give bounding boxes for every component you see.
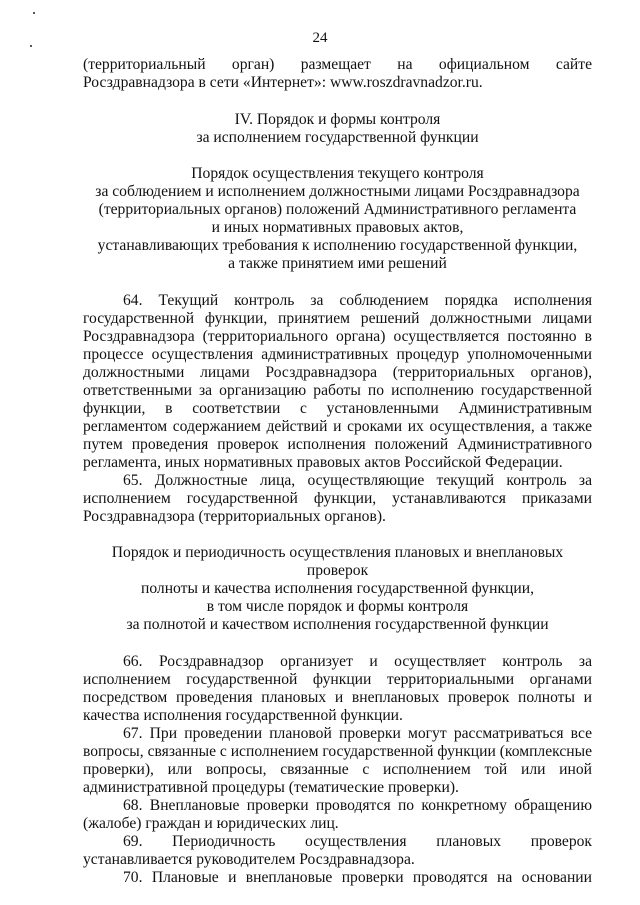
- document-body: [83, 56, 592, 887]
- section-heading-line: IV. Порядок и формы контроля: [234, 111, 441, 128]
- subheading-line: за соблюдением и исполнением должностными лицами Росздравнадзора: [95, 183, 580, 200]
- subheading-line: и иных нормативных правовых актов,: [211, 219, 464, 236]
- subheading-line: (территориальных органов) положений Административного регламента: [98, 201, 577, 218]
- paragraph-64: 64. Текущий контроль за соблюдением порядка исполнения государственной функции, принятием решений должностными лицами Росздравнадзора (территориального органа) осуществляется постоянно в процессе осуществления административных процедур уполномоченными должностными лицами Росздравнадзора (территориальных органов), ответственными за организацию работы по исполнению государственной функции, в соответствии с установленными Административным регламентом содержанием действий и сроками их осуществления, а также путем проведения проверок исполнения положений Административного регламента, иных нормативных правовых актов Российской Федерации.: [83, 292, 592, 471]
- paragraph-66: 66. Росздравнадзор организует и осуществляет контроль за исполнением государственной функции территориальными органами посредством проведения плановых и внеплановых проверок полноты и качества исполнения государственной функции.: [83, 653, 592, 724]
- subheading-line: полноты и качества исполнения государственной функции,: [140, 580, 534, 597]
- paragraph-70: 70. Плановые и внеплановые проверки проводятся на основании: [123, 869, 592, 886]
- subheading-line: Порядок осуществления текущего контроля: [191, 165, 484, 182]
- section-heading-line: за исполнением государственной функции: [196, 129, 479, 146]
- paragraph-68: 68. Внеплановые проверки проводятся по конкретному обращению (жалобе) граждан и юридических лиц.: [83, 797, 592, 832]
- paragraph-69: 69. Периодичность осуществления плановых проверок устанавливается руководителем Росздравнадзора.: [83, 833, 592, 868]
- subheading-line: а также принятием ими решений: [228, 255, 447, 272]
- subheading-line: в том числе порядок и формы контроля: [206, 598, 469, 615]
- paragraph-65: 65. Должностные лица, осуществляющие текущий контроль за исполнением государственной функции, устанавливаются приказами Росздравнадзора (территориальных органов).: [83, 472, 592, 525]
- subheading-inspections: [83, 544, 592, 634]
- subheading-line: устанавливающих требования к исполнению государственной функции,: [97, 237, 578, 254]
- scan-speck: [33, 12, 35, 14]
- subheading-line: за полнотой и качеством исполнения государственной функции: [126, 616, 549, 633]
- subheading-line: Порядок и периодичность осуществления плановых и внеплановых проверок: [111, 544, 564, 579]
- intro-paragraph: (территориальный орган) размещает на официальном сайте Росздравнадзора в сети «Интернет»: www.roszdravnadzor.ru.: [83, 56, 592, 91]
- paragraph-67: 67. При проведении плановой проверки могут рассматриваться все вопросы, связанные с исполнением государственной функции (комплексные проверки), или вопросы, связанные с исполнением той или иной административной процедуры (тематические проверки).: [83, 725, 592, 796]
- subheading-current-control: [83, 165, 592, 273]
- page-number: 24: [312, 30, 328, 46]
- section-heading: [83, 111, 592, 147]
